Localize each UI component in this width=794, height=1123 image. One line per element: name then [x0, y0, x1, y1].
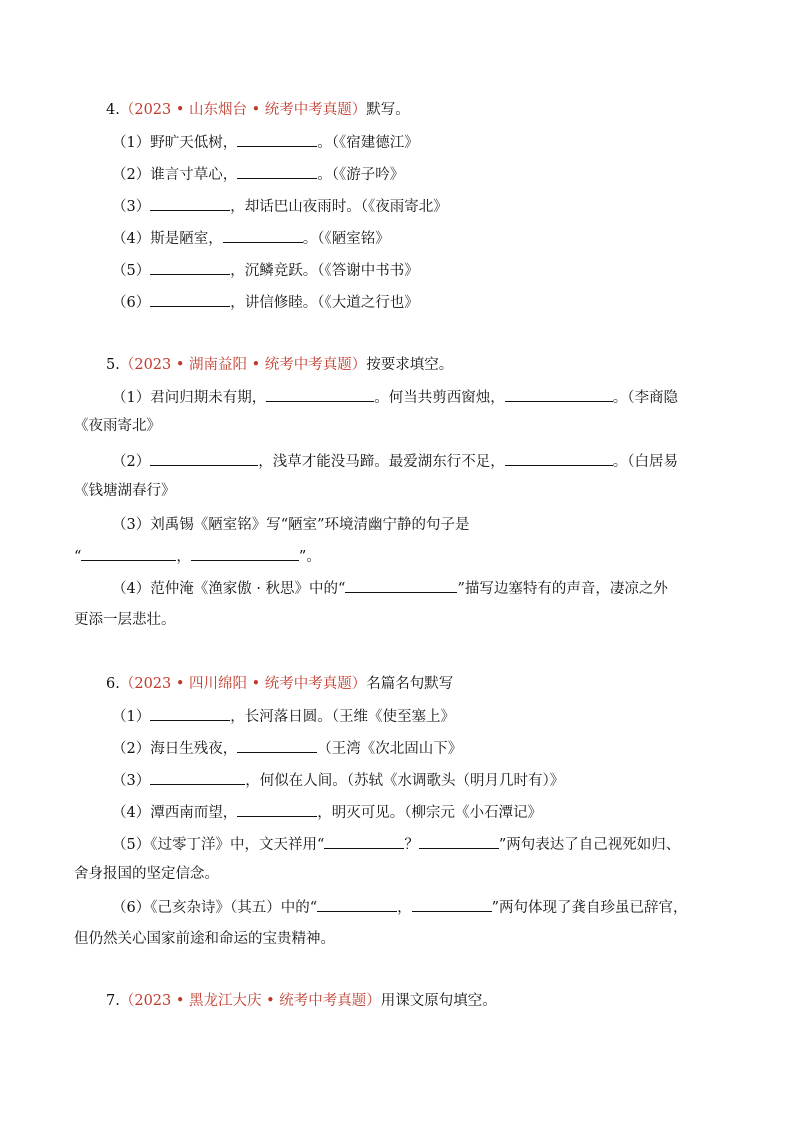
question-6-header: [106, 673, 453, 695]
question-title: 默写。: [366, 102, 410, 118]
question-5-item-3: [112, 514, 470, 536]
answer-blank[interactable]: [223, 227, 303, 243]
item-text: 。（李商隐: [612, 390, 678, 406]
item-text: ”两句体现了龚自珍虽已辞官，: [491, 900, 688, 916]
question-5-item-2-continued: [74, 480, 176, 502]
answer-blank[interactable]: [150, 195, 230, 211]
item-text: ，讲信修睦。（《大道之行也》: [230, 295, 419, 311]
item-text: ，何似在人间。（苏轼《水调歌头（明月几时有）》: [245, 773, 565, 789]
source-paren-open: （: [119, 676, 135, 692]
answer-blank[interactable]: [266, 386, 374, 402]
item-text: ，浅草才能没马蹄。最爱湖东行不足，: [258, 454, 505, 470]
item-text: （4）潭西南而望，: [112, 805, 238, 821]
item-text: （1）: [112, 709, 151, 725]
question-6-item-5-continued: [74, 863, 219, 885]
question-5-item-4-continued: [74, 609, 176, 631]
answer-blank[interactable]: [505, 386, 613, 402]
question-5-item-4: [112, 577, 668, 600]
item-text: （4）斯是陋室，: [112, 231, 223, 247]
question-source: 2023 • 四川绵阳 • 统考中考真题: [134, 676, 352, 692]
answer-blank[interactable]: [81, 545, 176, 561]
item-text: （5）: [112, 263, 151, 279]
source-paren-open: （: [119, 357, 135, 373]
item-text: ，却话巴山夜雨时。（《夜雨寄北》: [230, 199, 448, 215]
answer-blank[interactable]: [150, 705, 230, 721]
item-text: 。（《陋室铭》: [302, 231, 390, 247]
item-text: （4）范仲淹《渔家傲 · 秋思》中的“: [112, 581, 346, 597]
item-text: ，长河落日圆。（王维《使至塞上》: [230, 709, 455, 725]
answer-blank[interactable]: [150, 259, 230, 275]
question-5-item-1: [112, 386, 678, 409]
question-5-header: [106, 354, 453, 376]
item-text: ，: [397, 900, 412, 916]
question-source: 2023 • 山东烟台 • 统考中考真题: [134, 102, 352, 118]
answer-blank[interactable]: [412, 896, 492, 912]
question-4-item-6: [112, 291, 419, 314]
question-title: 用课文原句填空。: [380, 993, 497, 1009]
answer-blank[interactable]: [237, 163, 317, 179]
question-4-item-5: [112, 259, 419, 282]
source-paren-close: ）: [351, 676, 367, 692]
question-title: 按要求填空。: [366, 357, 454, 373]
answer-blank[interactable]: [150, 450, 258, 466]
source-paren-close: ）: [366, 993, 381, 1009]
item-text: （王湾《次北固山下》: [317, 741, 463, 757]
item-text: ？: [404, 837, 419, 853]
item-text: （1）君问归期未有期，: [112, 390, 267, 406]
item-text: ，沉鳞竞跃。（《答谢中书书》: [230, 263, 419, 279]
question-7-header: [106, 990, 497, 1012]
question-5-item-3-continued: [74, 545, 321, 568]
question-6-item-1: [112, 705, 455, 728]
answer-blank[interactable]: [505, 450, 613, 466]
question-source: 2023 • 湖南益阳 • 统考中考真题: [134, 357, 352, 373]
item-text: （1）野旷天低树，: [112, 135, 238, 151]
question-6-item-3: [112, 769, 564, 792]
item-text: 。（《宿建德江》: [317, 135, 419, 151]
question-4-header: [106, 99, 410, 121]
answer-blank[interactable]: [419, 833, 499, 849]
item-text: 《夜雨寄北》: [74, 418, 161, 434]
item-text: ，: [176, 549, 191, 565]
answer-blank[interactable]: [150, 769, 245, 785]
source-paren-open: （: [119, 993, 135, 1009]
item-text: （6）《己亥杂诗》（其五）中的“: [112, 900, 318, 916]
source-paren-close: ）: [351, 102, 367, 118]
question-6-item-4: [112, 801, 542, 824]
question-number: 7.: [106, 993, 120, 1009]
item-text: 舍身报国的坚定信念。: [74, 866, 219, 882]
answer-blank[interactable]: [237, 131, 317, 147]
item-text: 。（《游子吟》: [317, 167, 405, 183]
question-6-item-6-continued: [74, 928, 335, 950]
item-text: 。何当共剪西窗烛，: [374, 390, 505, 406]
question-5-item-1-continued: [74, 415, 161, 437]
item-text: （3）: [112, 199, 151, 215]
answer-blank[interactable]: [345, 577, 457, 593]
item-text: ，明灭可见。（柳宗元《小石潭记》: [317, 805, 542, 821]
question-6-item-5: [112, 833, 680, 856]
item-text: ”描写边塞特有的声音，凄凉之外: [457, 581, 668, 597]
question-source: 2023 • 黑龙江大庆 • 统考中考真题: [134, 993, 367, 1009]
item-text: ”。: [298, 549, 321, 565]
answer-blank[interactable]: [317, 896, 397, 912]
question-6-item-2: [112, 737, 462, 760]
item-text: （2）谁言寸草心，: [112, 167, 238, 183]
item-text: ”两句表达了自己视死如归、: [498, 837, 681, 853]
answer-blank[interactable]: [150, 291, 230, 307]
item-text: （3）刘禹锡《陋室铭》写“陋室”环境清幽宁静的句子是: [112, 517, 470, 533]
source-paren-open: （: [119, 102, 135, 118]
question-5-item-2: [112, 450, 678, 473]
question-6-item-6: [112, 896, 688, 919]
item-text: （5）《过零丁洋》中，文天祥用“: [112, 837, 325, 853]
source-paren-close: ）: [351, 357, 367, 373]
question-4-item-1: [112, 131, 419, 154]
item-text: 《钱塘湖春行》: [74, 483, 176, 499]
item-text: 更添一层悲壮。: [74, 612, 176, 628]
item-text: （2）海日生残夜，: [112, 741, 238, 757]
answer-blank[interactable]: [237, 737, 317, 753]
item-text: （2）: [112, 454, 151, 470]
item-text: （3）: [112, 773, 151, 789]
answer-blank[interactable]: [237, 801, 317, 817]
item-text: （6）: [112, 295, 151, 311]
question-4-item-2: [112, 163, 404, 186]
question-number: 6.: [106, 676, 120, 692]
question-title: 名篇名句默写: [366, 676, 454, 692]
answer-blank[interactable]: [324, 833, 404, 849]
item-text: 但仍然关心国家前途和命运的宝贵精神。: [74, 931, 335, 947]
item-text: 。（白居易: [612, 454, 678, 470]
question-number: 4.: [106, 102, 120, 118]
item-text: “: [74, 549, 82, 565]
answer-blank[interactable]: [191, 545, 299, 561]
question-4-item-3: [112, 195, 448, 218]
question-4-item-4: [112, 227, 390, 250]
question-number: 5.: [106, 357, 120, 373]
